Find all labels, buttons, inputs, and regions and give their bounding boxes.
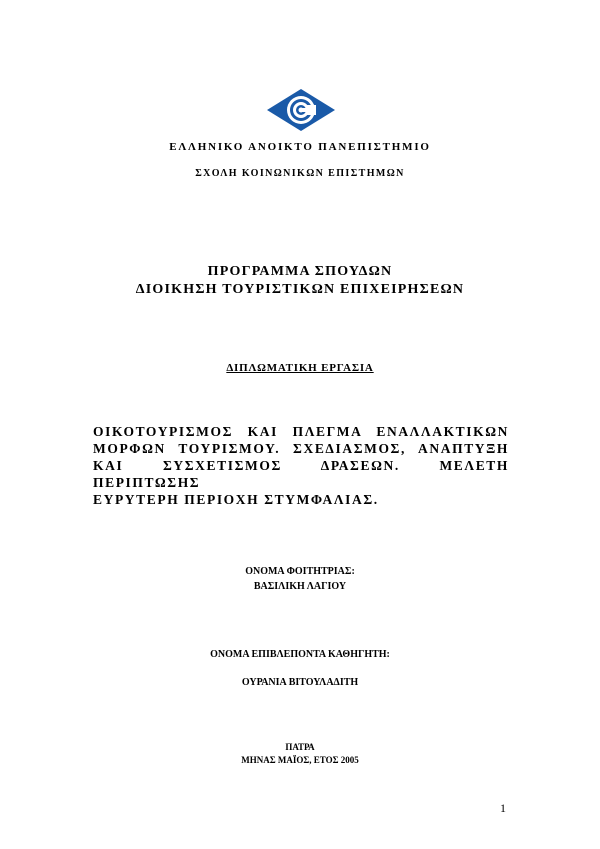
program-line-2: ΔΙΟΙΚΗΣΗ ΤΟΥΡΙΣΤΙΚΩΝ ΕΠΙΧΕΙΡΗΣΕΩΝ: [135, 282, 465, 297]
supervisor-label: ΟΝΟΜΑ ΕΠΙΒΛΕΠΟΝΤΑ ΚΑΘΗΓΗΤΗ:: [210, 649, 390, 660]
thesis-title-line: ΜΟΡΦΩΝ ΤΟΥΡΙΣΜΟΥ. ΣΧΕΔΙΑΣΜΟΣ, ΑΝΑΠΤΥΞΗ: [93, 441, 509, 456]
date-line: ΜΗΝΑΣ ΜΑΪΟΣ, ΕΤΟΣ 2005: [241, 755, 359, 765]
thesis-title: [93, 423, 509, 508]
thesis-title-line: ΕΥΡΥΤΕΡΗ ΠΕΡΙΟΧΗ ΣΤΥΜΦΑΛΙΑΣ.: [93, 492, 379, 507]
student-label: ΟΝΟΜΑ ΦΟΙΤΗΤΡΙΑΣ:: [245, 566, 355, 577]
thesis-title-line: ΟΙΚΟΤΟΥΡΙΣΜΟΣ ΚΑΙ ΠΛΕΓΜΑ ΕΝΑΛΛΑΚΤΙΚΩΝ: [93, 424, 509, 439]
student-name: ΒΑΣΙΛΙΚΗ ΛΑΓΙΟΥ: [253, 581, 347, 592]
page-number: 1: [500, 801, 506, 815]
city: ΠΑΤΡΑ: [285, 742, 315, 752]
school-name: ΣΧΟΛΗ ΚΟΙΝΩΝΙΚΩΝ ΕΠΙΣΤΗΜΩΝ: [195, 168, 405, 179]
program-line-1: ΠΡΟΓΡΑΜΜΑ ΣΠΟΥΔΩΝ: [207, 264, 393, 279]
supervisor-name: ΟΥΡΑΝΙΑ ΒΙΤΟΥΛΑΔΙΤΗ: [241, 677, 359, 688]
thesis-label: ΔΙΠΛΩΜΑΤΙΚΗ ΕΡΓΑΣΙΑ: [226, 362, 374, 374]
university-logo-icon: [266, 88, 336, 132]
thesis-title-line: ΚΑΙ ΣΥΣΧΕΤΙΣΜΟΣ ΔΡΑΣΕΩΝ. ΜΕΛΕΤΗ ΠΕΡΙΠΤΩΣΗΣ: [93, 458, 509, 490]
university-name: ΕΛΛΗΝΙΚΟ ΑΝΟΙΚΤΟ ΠΑΝΕΠΙΣΤΗΜΙΟ: [169, 141, 431, 153]
